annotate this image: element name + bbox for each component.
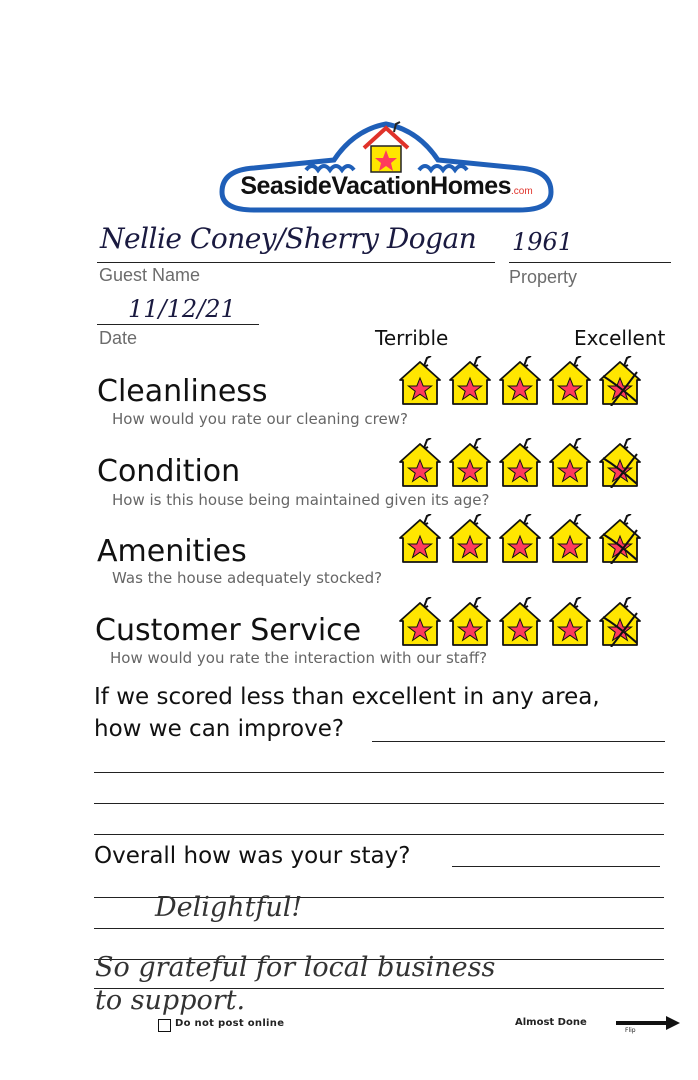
improve-prompt-line2: how we can improve? <box>94 716 345 742</box>
date-value: 11/12/21 <box>128 295 236 323</box>
house-rating-icon[interactable] <box>547 597 593 647</box>
rating-houses[interactable] <box>397 597 643 647</box>
house-rating-icon[interactable] <box>497 438 543 488</box>
overall-answer-line-1[interactable] <box>452 866 660 867</box>
improve-prompt-line1: If we scored less than excellent in any area, <box>94 684 600 710</box>
rating-houses[interactable] <box>397 356 643 406</box>
house-rating-icon[interactable] <box>397 438 443 488</box>
do-not-post-checkbox[interactable] <box>158 1019 171 1032</box>
overall-answer-line-3[interactable] <box>94 928 664 929</box>
do-not-post-label: Do not post online <box>175 1018 285 1029</box>
rating-label: Cleanliness <box>97 374 268 409</box>
house-rating-icon-selected[interactable] <box>597 597 643 647</box>
improve-answer-line-2[interactable] <box>94 772 664 773</box>
rating-question: How is this house being maintained given its age? <box>112 491 490 509</box>
property-label: Property <box>509 267 578 287</box>
scale-low-label: Terrible <box>375 326 449 350</box>
brand-suffix: .com <box>511 186 533 197</box>
house-rating-icon[interactable] <box>447 356 493 406</box>
rating-label: Condition <box>97 454 241 489</box>
overall-answer-2: So grateful for local business <box>95 952 496 983</box>
house-rating-icon[interactable] <box>397 597 443 647</box>
rating-question: How would you rate the interaction with our staff? <box>110 649 488 667</box>
house-rating-icon[interactable] <box>447 597 493 647</box>
logo <box>214 118 559 216</box>
house-rating-icon-selected[interactable] <box>597 514 643 564</box>
house-rating-icon[interactable] <box>497 356 543 406</box>
rating-question: How would you rate our cleaning crew? <box>112 410 408 428</box>
property-line <box>509 262 671 263</box>
house-rating-icon[interactable] <box>397 514 443 564</box>
flip-label: Flip <box>625 1027 636 1034</box>
rating-houses[interactable] <box>397 514 643 564</box>
logo-graphic <box>214 118 559 216</box>
overall-prompt: Overall how was your stay? <box>94 843 411 869</box>
improve-answer-line-3[interactable] <box>94 803 664 804</box>
rating-houses[interactable] <box>397 438 643 488</box>
date-line <box>97 324 259 325</box>
overall-answer-1: Delightful! <box>155 892 303 923</box>
house-rating-icon[interactable] <box>497 514 543 564</box>
property-value: 1961 <box>512 228 574 256</box>
rating-label: Customer Service <box>95 613 362 648</box>
rating-label: Amenities <box>97 534 247 569</box>
house-rating-icon[interactable] <box>547 438 593 488</box>
guest-name-label: Guest Name <box>99 265 201 285</box>
house-rating-icon[interactable] <box>397 356 443 406</box>
house-rating-icon[interactable] <box>447 514 493 564</box>
guest-name-line <box>97 262 495 263</box>
rating-question: Was the house adequately stocked? <box>112 569 383 587</box>
improve-answer-line-1[interactable] <box>372 741 665 742</box>
house-rating-icon-selected[interactable] <box>597 438 643 488</box>
house-rating-icon[interactable] <box>547 514 593 564</box>
house-rating-icon[interactable] <box>447 438 493 488</box>
scale-high-label: Excellent <box>574 326 666 350</box>
date-label: Date <box>99 328 138 348</box>
overall-answer-3: to support. <box>95 985 246 1016</box>
almost-done-label: Almost Done <box>515 1017 587 1028</box>
improve-answer-line-4[interactable] <box>94 834 664 835</box>
guest-name-value: Nellie Coney/Sherry Dogan <box>100 222 477 255</box>
house-rating-icon-selected[interactable] <box>597 356 643 406</box>
house-rating-icon[interactable] <box>497 597 543 647</box>
brand-name: SeasideVacationHomes <box>240 172 512 200</box>
house-rating-icon[interactable] <box>547 356 593 406</box>
